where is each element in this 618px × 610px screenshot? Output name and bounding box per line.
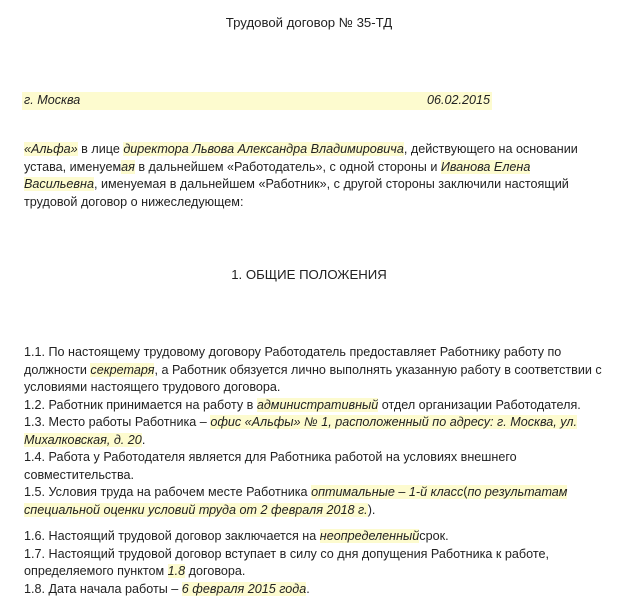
workplace-field: офис «Альфы» № 1, расположенный по адресу: г. Москва, ул. Михалковская, д. 20 <box>24 415 578 447</box>
employer-name: «Альфа» <box>24 142 78 156</box>
clause-text: 1.5. Условия труда на рабочем месте Работника <box>24 485 312 499</box>
department-field: административный <box>256 397 379 412</box>
clause-1-8 <box>24 581 604 599</box>
preamble-text-1: в лице <box>77 142 124 156</box>
clause-text: , а Работник обязуется лично выполнять указанную работу в соответствии с условиями настоящего трудового договора. <box>24 362 602 394</box>
clause-text: 1.7. Настоящий трудовой договор вступает в силу со дня допущения Работника к работе, определяемого пунктом <box>24 546 549 578</box>
clause-text: договора. <box>185 564 246 578</box>
director-name: директора Львова Александра Владимировича <box>123 142 404 156</box>
clause-ref-field: 1.8 <box>167 564 186 578</box>
position-field: секретаря <box>90 362 155 377</box>
clause-text: 1.8. Дата начала работы – <box>24 581 182 596</box>
clause-text: срок. <box>419 529 449 543</box>
clause-text: 1.6. Настоящий трудовой договор заключается на <box>24 529 320 543</box>
clause-1-2 <box>24 397 604 415</box>
city-date-line <box>22 92 492 110</box>
preamble-text-3: в дальнейшем «Работодатель», с одной стороны и <box>134 159 441 174</box>
clause-text: ( <box>463 485 468 499</box>
clause-text: 1.1. По настоящему трудовому договору Работодатель предоставляет Работнику работу по должности <box>24 345 562 377</box>
clause-text: 1.3. Место работы Работника – <box>24 415 211 429</box>
clause-text: 1.2. Работник принимается на работу в <box>24 397 257 412</box>
clause-1-1 <box>24 344 604 397</box>
preamble-text-4: , именуемая в дальнейшем «Работник», с другой стороны заключили настоящий трудовой договор о нижеследующем: <box>24 177 569 209</box>
preamble-text-2: , действующего на основании устава, именуем <box>24 142 578 174</box>
assessment-field: по результатам специальной оценки условий труда от 2 февраля 2018 г. <box>24 485 568 517</box>
contract-date: 06.02.2015 <box>426 93 490 107</box>
clause-text: ). <box>367 502 376 517</box>
clause-1-6 <box>24 528 604 546</box>
contract-city: г. Москва <box>24 93 81 107</box>
section-title: 1. ОБЩИЕ ПОЛОЖЕНИЯ <box>231 267 387 282</box>
preamble <box>24 141 604 211</box>
clause-1-4: 1.4. Работа у Работодателя является для Работника работой на условиях внешнего совместительства. <box>24 450 517 482</box>
clause-1-3 <box>24 414 604 449</box>
clause-text: отдел организации Работодателя. <box>378 397 581 412</box>
gender-suffix: ая <box>121 159 135 174</box>
start-date-field: 6 февраля 2015 года <box>181 581 307 596</box>
clause-1-5 <box>24 484 604 519</box>
clause-1-7 <box>24 546 604 581</box>
clause-text: . <box>306 581 310 596</box>
contract-title: Трудовой договор № 35-ТД <box>225 15 393 30</box>
clauses-list <box>24 344 604 598</box>
term-field: неопределенный <box>319 529 420 543</box>
employee-name: Иванова Елена Васильевна <box>24 159 531 191</box>
conditions-field: оптимальные – 1-й класс <box>311 485 464 499</box>
clause-text: . <box>141 432 146 447</box>
